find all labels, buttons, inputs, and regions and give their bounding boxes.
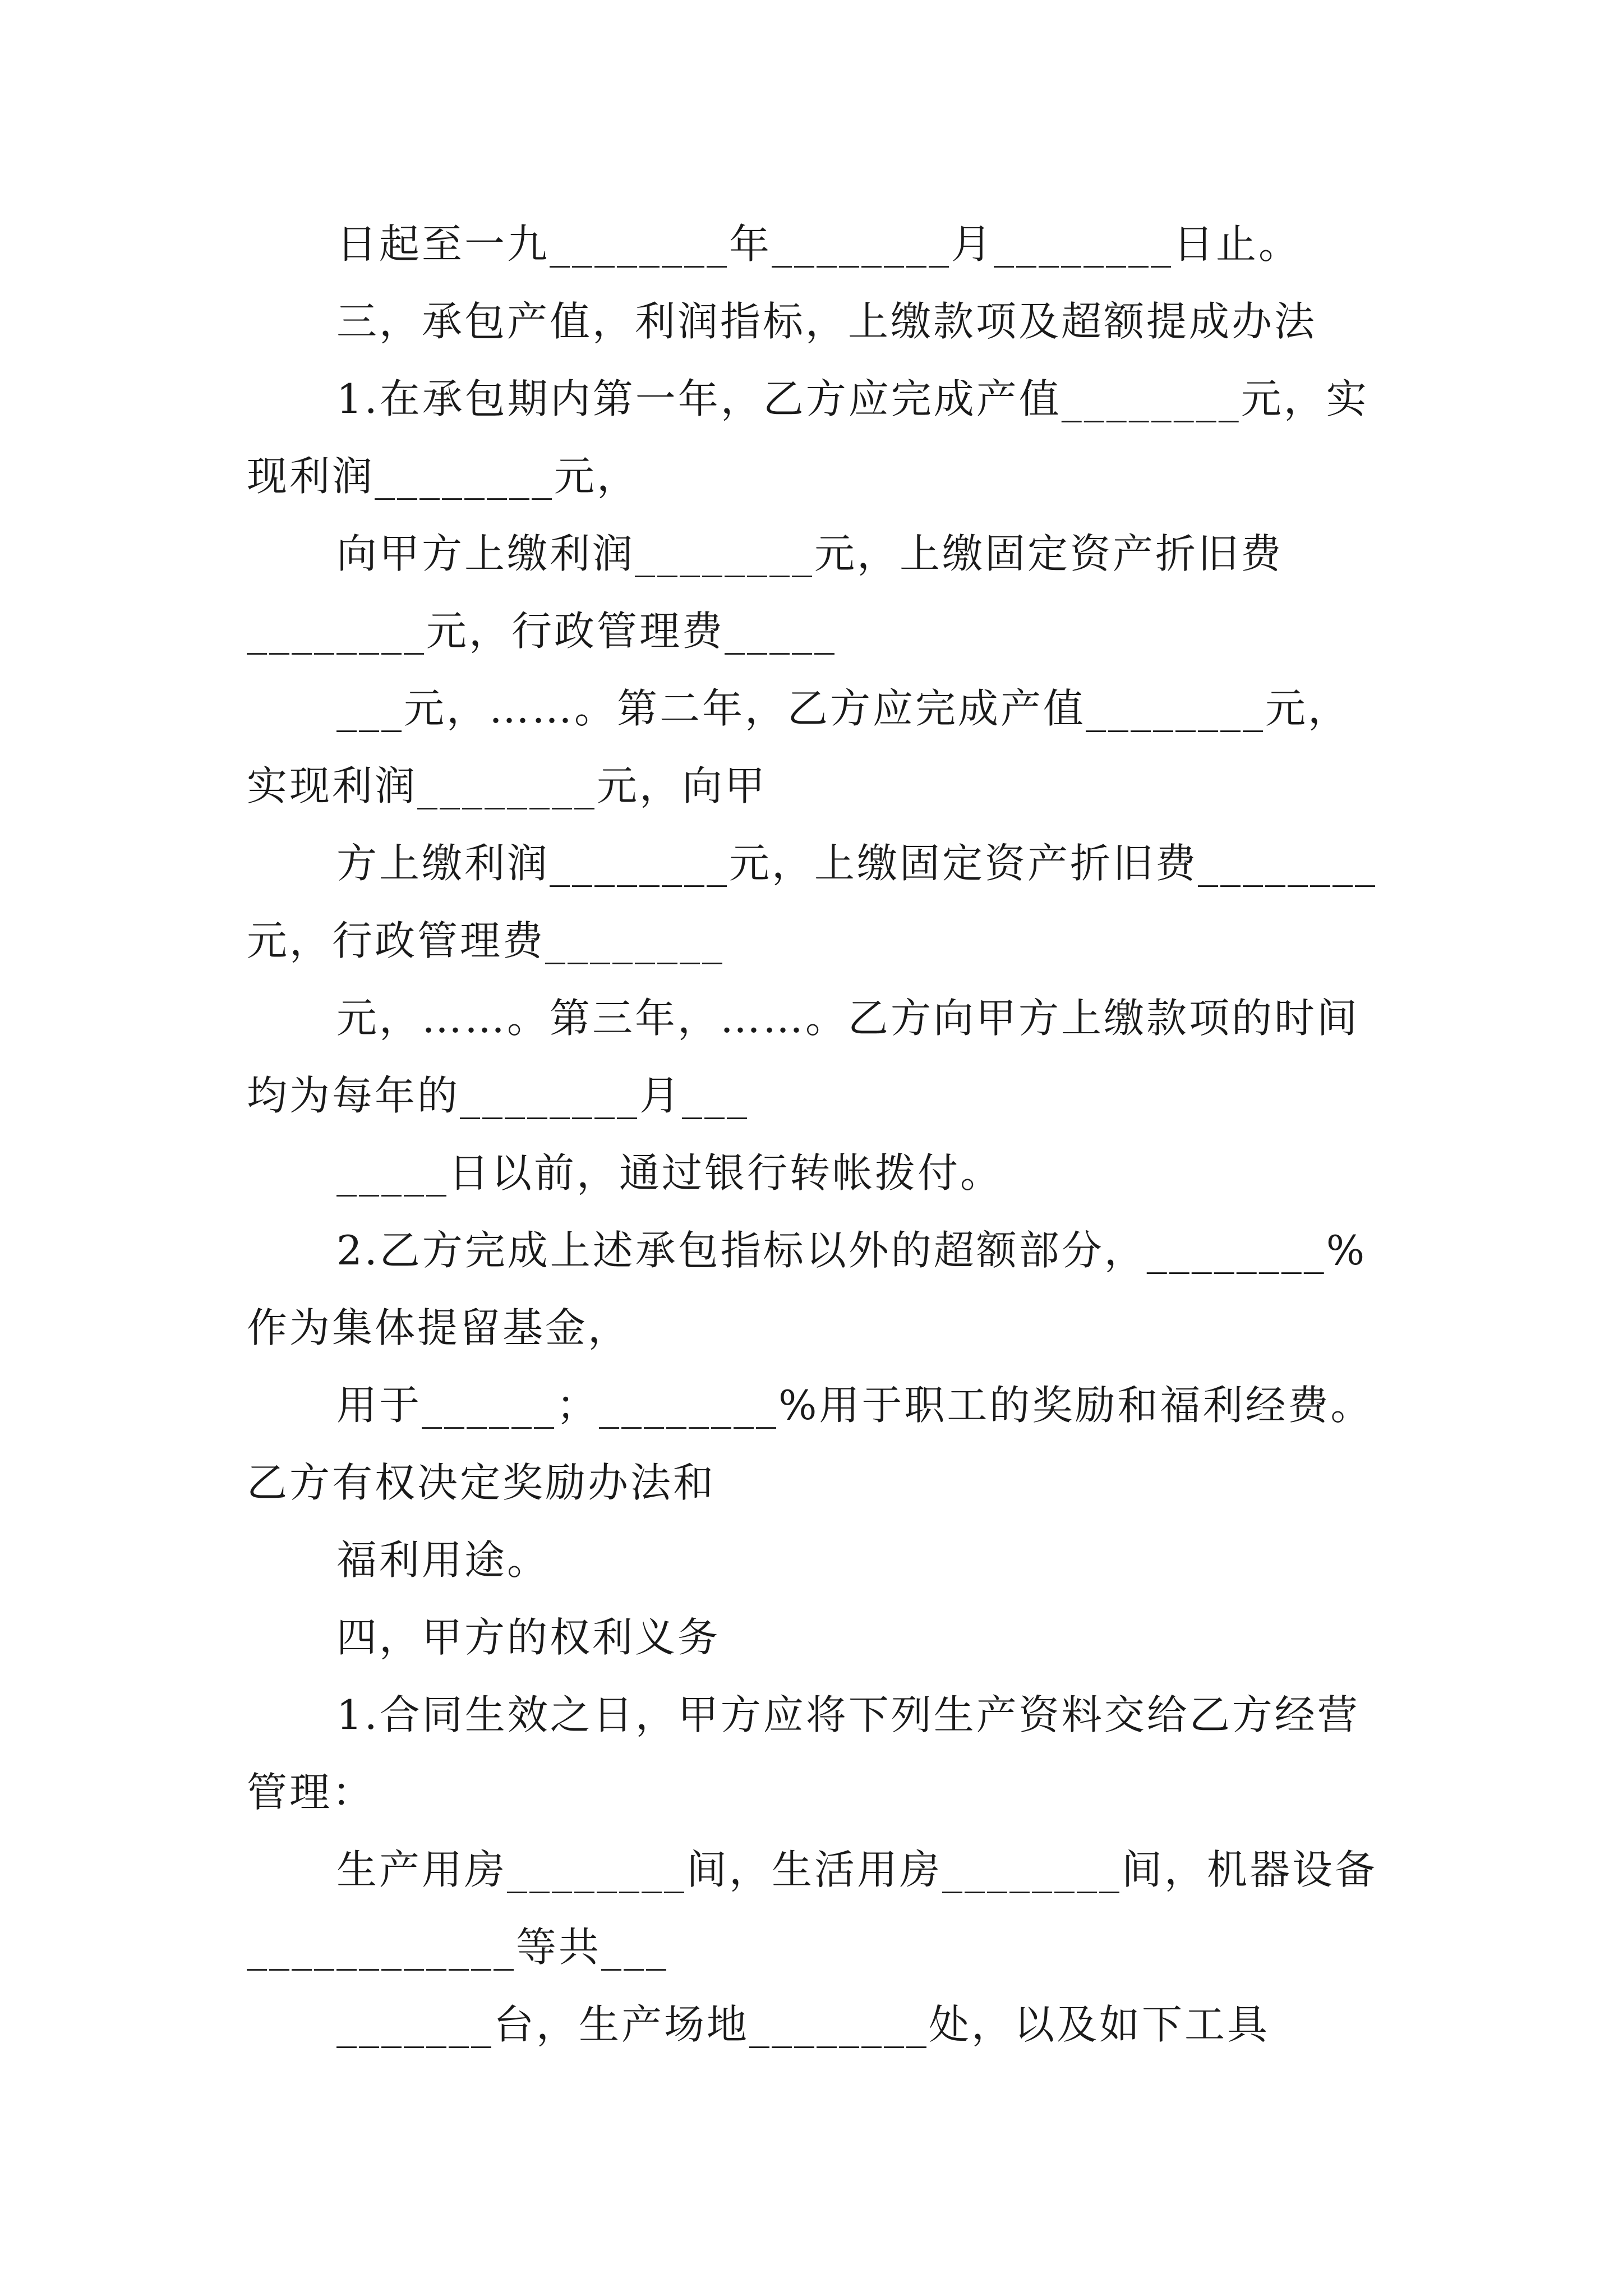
text-line: _______台，生产场地________处，以及如下工具 (336, 2001, 1270, 2048)
text-line: _____日以前，通过银行转帐拨付。 (336, 1149, 1003, 1197)
text-line: 管理： (247, 1769, 375, 1816)
text-line: 作为集体提留基金， (247, 1304, 631, 1351)
text-line: 福利用途。 (336, 1536, 550, 1584)
text-line: 乙方有权决定奖励办法和 (247, 1459, 716, 1506)
section-heading: 四，甲方的权利义务 (336, 1614, 721, 1661)
text-line: 现利润________元， (247, 453, 640, 500)
text-line: ____________等共___ (247, 1924, 669, 1971)
text-line: 用于______；________%用于职工的奖励和福利经费。 (336, 1382, 1373, 1429)
text-line: 均为每年的________月___ (247, 1072, 750, 1119)
text-line: 方上缴利润________元，上缴固定资产折旧费________ (336, 840, 1378, 887)
text-line: 元，行政管理费________ (247, 917, 725, 964)
text-line: 生产用房________间，生活用房________间，机器设备 (336, 1846, 1378, 1893)
text-line: 元，……。第三年，……。乙方向甲方上缴款项的时间 (336, 995, 1360, 1042)
text-line: 1.在承包期内第一年，乙方应完成产值________元，实 (336, 375, 1369, 422)
text-line: ___元，……。第二年，乙方应完成产值________元， (336, 685, 1351, 732)
section-heading: 三，承包产值，利润指标，上缴款项及超额提成办法 (336, 298, 1317, 345)
text-line: 日起至一九________年________月________日止。 (336, 220, 1302, 268)
text-line: ________元，行政管理费_____ (247, 608, 837, 655)
text-line: 向甲方上缴利润________元，上缴固定资产折旧费 (336, 530, 1284, 577)
text-line: 1.合同生效之日，甲方应将下列生产资料交给乙方经营 (336, 1691, 1360, 1738)
text-line: 2.乙方完成上述承包指标以外的超额部分，________% (336, 1227, 1367, 1274)
text-line: 实现利润________元，向甲 (247, 762, 768, 809)
